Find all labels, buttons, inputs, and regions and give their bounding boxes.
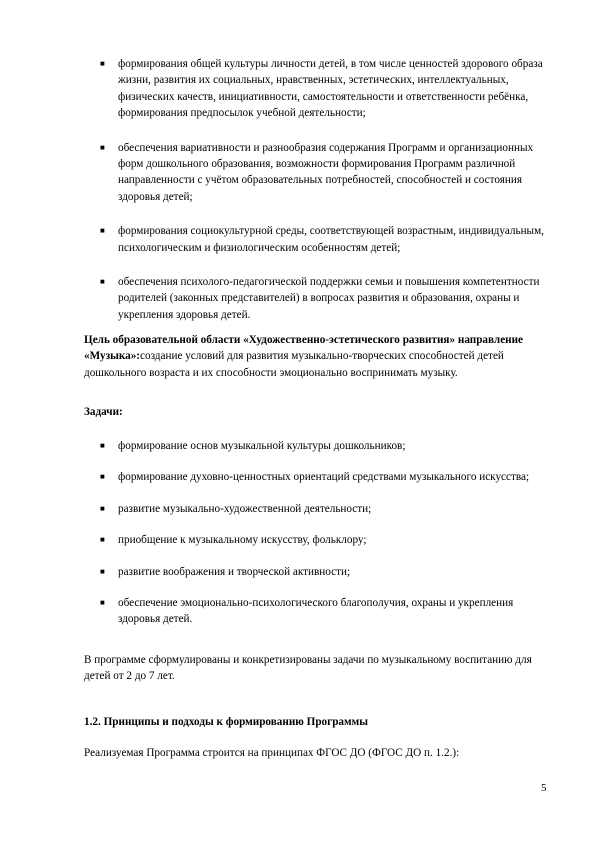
summary-paragraph: В программе сформулированы и конкретизированы задачи по музыкальному воспитанию для детей от 2 до 7 лет. xyxy=(84,654,532,683)
goal-text: создание условий для развития музыкально-творческих способностей детей дошкольного возраста и их способности эмоционально воспринимать музыку. xyxy=(84,350,504,379)
list-item xyxy=(0,501,595,517)
list-item-text: приобщение к музыкальному искусству, фольклору; xyxy=(118,534,367,547)
list-item xyxy=(0,274,595,323)
bullet-icon: ■ xyxy=(100,535,105,545)
list-item-text: формирования социокультурной среды, соответствующей возрастным, индивидуальным, психологическим и физиологическим особенностям детей; xyxy=(118,225,544,254)
list-item xyxy=(0,56,595,122)
goal-paragraph xyxy=(84,332,554,381)
bullet-icon: ■ xyxy=(100,142,105,152)
list-item-text: развитие воображения и творческой активности; xyxy=(118,565,351,578)
list-item xyxy=(0,595,595,628)
list-item-text: формирование духовно-ценностных ориентаций средствами музыкального искусства; xyxy=(118,471,530,484)
bullet-icon: ■ xyxy=(100,226,105,236)
list-item xyxy=(0,438,595,454)
tasks-list xyxy=(0,438,595,628)
list-item-text: развитие музыкально-художественной деятельности; xyxy=(118,502,372,515)
bullet-icon: ■ xyxy=(100,277,105,287)
section-heading: 1.2. Принципы и подходы к формированию Программы xyxy=(84,716,369,728)
goal-title: Цель образовательной области «Художественно-эстетического развития» направление «Музыка»: xyxy=(84,334,524,363)
list-item xyxy=(0,564,595,580)
bullet-icon: ■ xyxy=(100,472,105,482)
section-text: Реализуемая Программа строится на принципах ФГОС ДО (ФГОС ДО п. 1.2.): xyxy=(84,747,460,759)
bullet-icon: ■ xyxy=(100,566,105,576)
tasks-heading: Задачи: xyxy=(84,406,123,418)
list-item-text: обеспечения вариативности и разнообразия содержания Программ и организационных форм дошкольного образования, возможности формирования Программ различной направленности с учётом образовательных потребностей, способностей и состояния здоровья детей; xyxy=(118,141,534,203)
list-item-text: обеспечение эмоционально-психологического благополучия, охраны и укрепления здоровья детей. xyxy=(118,597,514,626)
bullet-icon: ■ xyxy=(100,503,105,513)
list-item-text: формирование основ музыкальной культуры дошкольников; xyxy=(118,440,406,452)
list-item xyxy=(0,532,595,548)
list-item xyxy=(0,469,595,485)
list-item-text: обеспечения психолого-педагогической поддержки семьи и повышения компетентности родителей (законных представителей) в вопросах развития и образования, охраны и укрепления здоровья детей. xyxy=(118,276,540,321)
bullet-icon: ■ xyxy=(100,441,105,450)
page-number: 5 xyxy=(541,782,547,794)
bullet-icon: ■ xyxy=(100,598,105,608)
list-item xyxy=(0,223,595,256)
principles-list xyxy=(0,56,595,323)
bullet-icon: ■ xyxy=(100,59,105,68)
list-item-text: формирования общей культуры личности детей, в том числе ценностей здорового образа жизни, развития их социальных, нравственных, эстетических, интеллектуальных, физических качеств, инициативности, самостоятельности и ответственности ребёнка, формирования предпосылок учебной деятельности; xyxy=(118,58,543,120)
list-item xyxy=(0,140,595,206)
